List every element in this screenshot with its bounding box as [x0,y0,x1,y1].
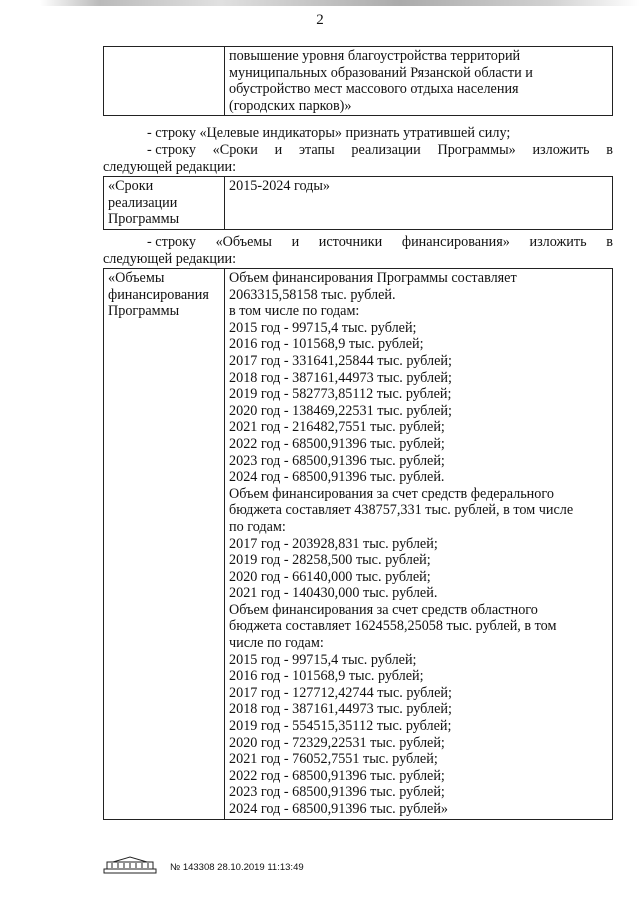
word: «Сроки [212,142,258,158]
table-cell-value: 2015-2024 годы» [225,177,613,230]
text-line: 2021 год - 140430,000 тыс. рублей. [229,585,438,602]
word: реализации [351,142,421,158]
text-line: следующей редакции: [103,158,237,175]
text-line: 2017 год - 203928,831 тыс. рублей; [229,535,438,552]
word: изложить [532,142,590,158]
justified-line [103,142,613,159]
text-line: 2023 год - 68500,91396 тыс. рублей; [229,784,445,801]
word: в [606,142,613,158]
text-line: муниципальных образований Рязанской области и [229,64,533,81]
word: и [291,234,300,250]
text-line: бюджета составляет 1624558,25058 тыс. рублей, в том [229,618,557,635]
word: - строку [147,142,196,158]
text-line: 2019 год - 582773,85112 тыс. рублей; [229,386,452,403]
text-line: 2018 год - 387161,44973 тыс. рублей; [229,701,452,718]
text-line: следующей редакции: [103,250,237,267]
text-line: 2017 год - 127712,42744 тыс. рублей; [229,684,452,701]
text-line: числе по годам: [229,635,324,652]
text-line: 2023 год - 68500,91396 тыс. рублей; [229,452,445,469]
word: этапы [298,142,335,158]
table-row [104,269,613,820]
instruction-paragraph-indicators [103,125,613,142]
word: изложить [529,234,587,250]
word: - строку [147,234,196,250]
text-line: 2063315,58158 тыс. рублей. [229,286,396,303]
justified-line [103,234,613,251]
text-line: 2019 год - 28258,500 тыс. рублей; [229,552,431,569]
instruction-paragraph-funding [103,234,613,267]
text-line: 2018 год - 387161,44973 тыс. рублей; [229,369,452,386]
word: Программы» [437,142,516,158]
text-line: реализации [108,194,178,211]
text-line: 2020 год - 66140,000 тыс. рублей; [229,568,431,585]
text-line: по годам: [229,518,286,535]
text-line: 2021 год - 76052,7551 тыс. рублей; [229,751,438,768]
registration-stamp: № 143308 28.10.2019 11:13:49 [170,862,304,873]
table-row [104,177,613,230]
government-building-logo [103,856,157,874]
text-line: Объем финансирования Программы составляет [229,270,517,286]
table-cell-label [104,177,225,230]
table-terms [103,176,613,230]
text-line: повышение уровня благоустройства территорий [229,48,521,64]
text-line: «Сроки [108,178,154,194]
text-line: 2020 год - 138469,22531 тыс. рублей; [229,402,452,419]
text-line: 2022 год - 68500,91396 тыс. рублей; [229,767,445,784]
text-line: Объем финансирования за счет средств областного [229,601,538,618]
text-line: 2019 год - 554515,35112 тыс. рублей; [229,718,452,735]
text-line: Программы [108,303,180,320]
text-line: в том числе по годам: [229,303,360,320]
page-number: 2 [316,12,324,28]
table-row [104,47,613,116]
instruction-paragraph-terms [103,142,613,175]
table-cell-value [225,269,613,820]
text-line: бюджета составляет 438757,331 тыс. рублей, в том числе [229,502,574,519]
word: и [274,142,283,158]
text-line: 2015 год - 99715,4 тыс. рублей; [229,651,417,668]
word: в [606,234,613,250]
text-line: 2016 год - 101568,9 тыс. рублей; [229,668,424,685]
text-line: Программы [108,211,180,228]
table-funding [103,268,613,820]
table-cell-value [225,47,613,116]
text-line: «Объемы [108,270,165,286]
text-line: (городских парков)» [229,97,352,114]
text-line: 2024 год - 68500,91396 тыс. рублей. [229,469,445,486]
table-cell-label [104,269,225,820]
table-cell-label [104,47,225,116]
text-line: обустройство мест массового отдыха населения [229,81,519,98]
word: источники [318,234,383,250]
text-line: 2015 год - 99715,4 тыс. рублей; [229,319,417,336]
scan-edge-artifact [40,0,640,6]
table-goals-fragment [103,46,613,116]
word: финансирования» [401,234,510,250]
text-line: 2017 год - 331641,25844 тыс. рублей; [229,352,452,369]
text-line: Объем финансирования за счет средств федерального [229,485,554,502]
text-line: финансирования [108,286,209,303]
text-line: 2016 год - 101568,9 тыс. рублей; [229,336,424,353]
text-line: - строку «Целевые индикаторы» признать утратившей силу; [147,125,511,141]
word: «Объемы [215,234,272,250]
text-line: 2022 год - 68500,91396 тыс. рублей; [229,435,445,452]
text-line: 2024 год - 68500,91396 тыс. рублей» [229,801,449,817]
text-line: 2020 год - 72329,22531 тыс. рублей; [229,734,445,751]
text-line: 2021 год - 216482,7551 тыс. рублей; [229,419,445,436]
